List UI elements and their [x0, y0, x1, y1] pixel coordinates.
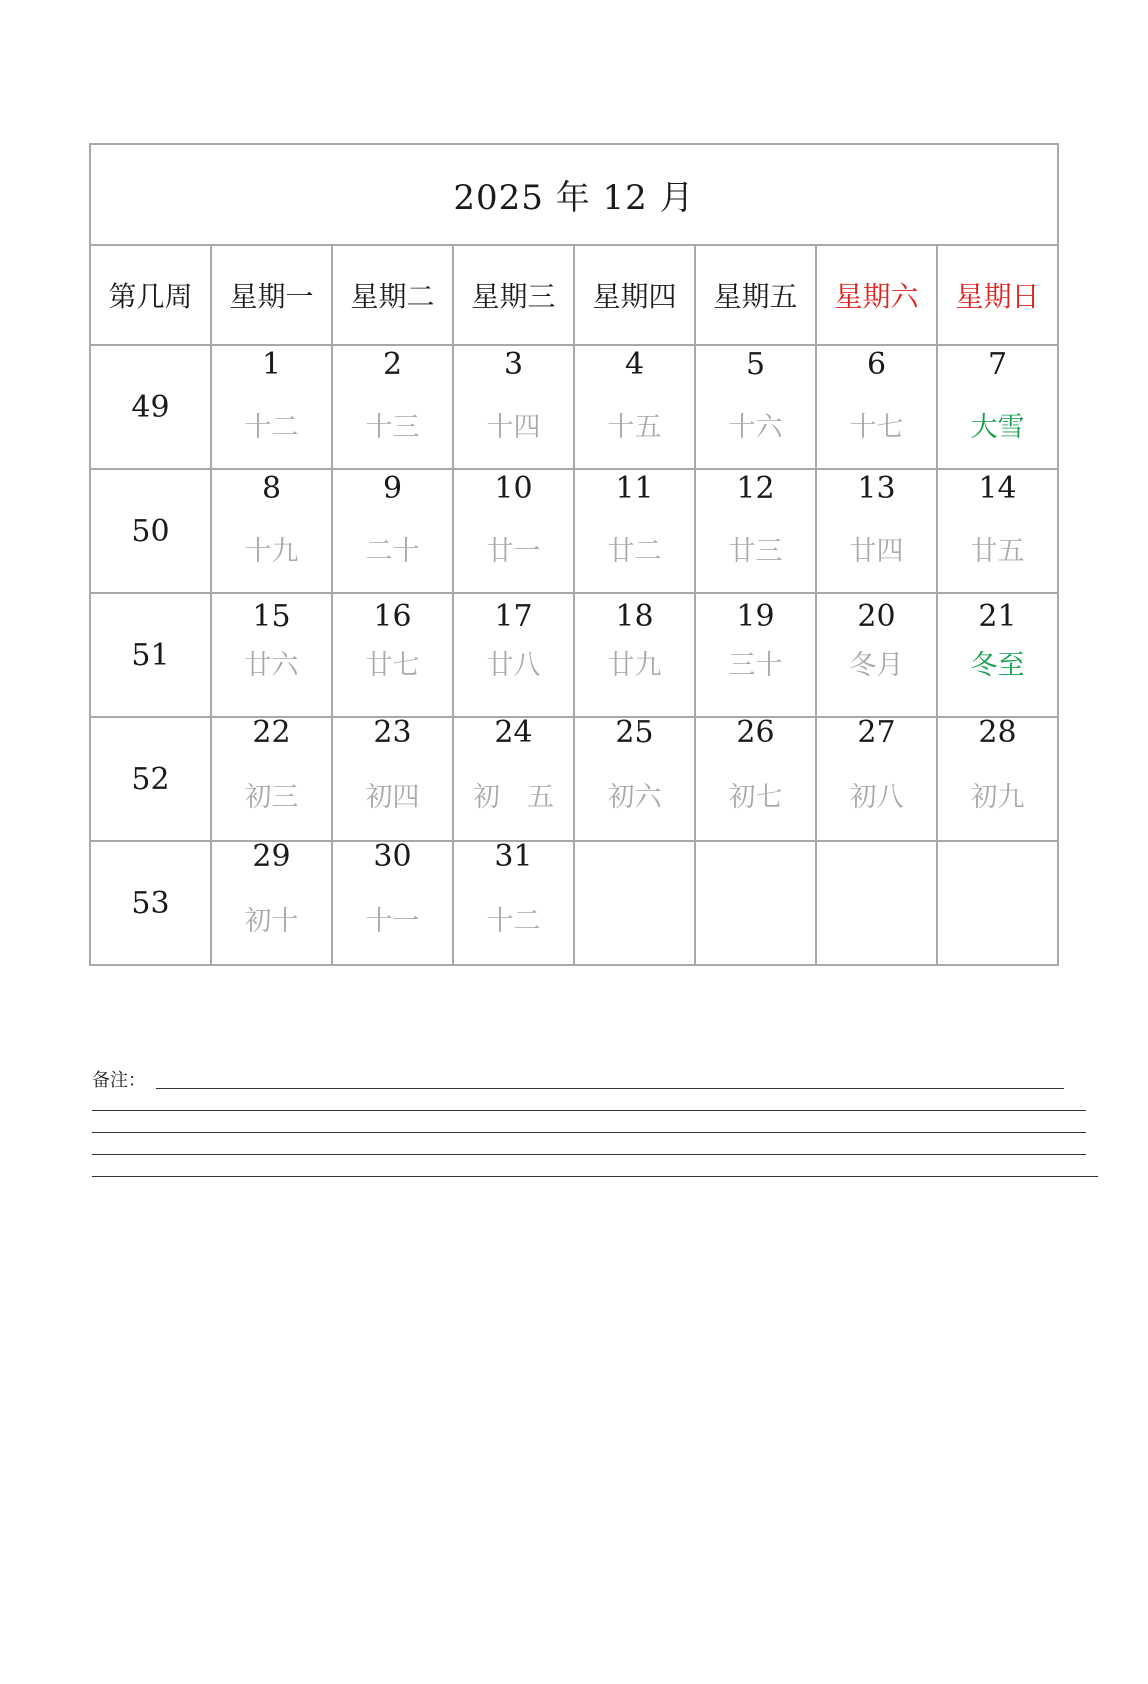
empty-day-cell	[695, 841, 816, 965]
day-number: 13	[857, 471, 896, 506]
day-cell[interactable]	[695, 593, 816, 717]
weekday-header-row	[90, 245, 1058, 345]
day-cell-content	[696, 346, 815, 468]
day-cell[interactable]	[453, 717, 574, 841]
day-number: 17	[494, 599, 533, 634]
day-number: 5	[745, 347, 766, 382]
day-cell-content	[212, 470, 331, 592]
day-cell-content	[212, 594, 331, 716]
day-cell-content	[938, 594, 1057, 716]
day-cell[interactable]	[453, 841, 574, 965]
day-cell-content	[575, 470, 694, 592]
day-cell[interactable]	[453, 593, 574, 717]
lunar-date-label: 廿四	[849, 536, 904, 567]
day-cell[interactable]	[453, 345, 574, 469]
week-row	[90, 345, 1058, 469]
day-cell-content	[212, 715, 331, 840]
day-cell-content	[817, 470, 936, 592]
day-number: 18	[615, 599, 654, 634]
day-cell[interactable]	[332, 841, 453, 965]
lunar-date-label: 初八	[849, 782, 904, 813]
day-cell[interactable]	[937, 593, 1058, 717]
day-cell-content	[333, 346, 452, 468]
calendar-body	[90, 345, 1058, 965]
day-cell-content	[212, 839, 331, 964]
day-cell[interactable]	[937, 469, 1058, 593]
day-cell[interactable]	[211, 841, 332, 965]
day-cell[interactable]	[937, 345, 1058, 469]
day-cell[interactable]	[211, 469, 332, 593]
day-number: 2	[382, 347, 403, 382]
solar-term-label: 冬至	[970, 650, 1025, 681]
day-number: 29	[252, 839, 291, 874]
day-cell-content	[454, 594, 573, 716]
day-cell-content	[817, 715, 936, 840]
day-cell-content	[575, 594, 694, 716]
day-cell[interactable]	[937, 717, 1058, 841]
day-number: 24	[494, 715, 533, 750]
lunar-date-label: 廿八	[486, 650, 541, 681]
lunar-date-label: 十一	[365, 906, 420, 937]
day-cell-content	[333, 594, 452, 716]
lunar-date-label: 初三	[244, 782, 299, 813]
lunar-date-label: 廿九	[607, 650, 662, 681]
weekday-header-tue: 星期二	[332, 245, 453, 345]
notes-label: 备注：	[92, 1070, 146, 1091]
lunar-date-label: 廿一	[486, 536, 541, 567]
day-number: 21	[978, 599, 1017, 634]
day-number: 28	[978, 715, 1017, 750]
day-number: 4	[624, 347, 645, 382]
day-cell[interactable]	[695, 345, 816, 469]
lunar-date-label: 初 五	[473, 782, 554, 813]
day-cell-content	[454, 346, 573, 468]
weekday-header-sun: 星期日	[937, 245, 1058, 345]
lunar-date-label: 初九	[970, 782, 1025, 813]
day-cell-content	[696, 594, 815, 716]
day-cell-content	[817, 842, 936, 964]
day-cell[interactable]	[211, 593, 332, 717]
day-cell-content	[212, 346, 331, 468]
week-number: 52	[90, 717, 211, 841]
day-number: 15	[252, 599, 291, 634]
day-cell[interactable]	[332, 469, 453, 593]
day-cell[interactable]	[574, 469, 695, 593]
day-cell-content	[575, 346, 694, 468]
week-row	[90, 593, 1058, 717]
day-cell[interactable]	[695, 469, 816, 593]
note-line[interactable]	[156, 1088, 1064, 1089]
day-number: 16	[373, 599, 412, 634]
day-cell-content	[938, 715, 1057, 840]
weekday-header-thu: 星期四	[574, 245, 695, 345]
calendar-title: 2025 年 12 月	[90, 144, 1058, 245]
day-cell-content	[938, 346, 1057, 468]
lunar-date-label: 十七	[849, 412, 904, 443]
day-number: 31	[494, 839, 533, 874]
day-cell[interactable]	[332, 717, 453, 841]
day-number: 14	[978, 471, 1017, 506]
lunar-date-label: 初十	[244, 906, 299, 937]
day-number: 8	[261, 471, 282, 506]
day-cell[interactable]	[332, 345, 453, 469]
day-cell-content	[696, 842, 815, 964]
day-number: 12	[736, 471, 775, 506]
day-number: 9	[382, 471, 403, 506]
lunar-date-label: 廿七	[365, 650, 420, 681]
day-number: 27	[857, 715, 896, 750]
day-cell-content	[333, 715, 452, 840]
lunar-date-label: 十二	[486, 906, 541, 937]
day-number: 20	[857, 599, 896, 634]
day-cell[interactable]	[695, 717, 816, 841]
day-number: 23	[373, 715, 412, 750]
solar-term-label: 大雪	[970, 412, 1025, 443]
empty-day-cell	[574, 841, 695, 965]
lunar-date-label: 冬月	[849, 650, 904, 681]
note-line[interactable]	[92, 1176, 1098, 1177]
lunar-date-label: 初七	[728, 782, 783, 813]
day-cell[interactable]	[574, 345, 695, 469]
day-number: 6	[866, 347, 887, 382]
day-number: 11	[615, 471, 654, 506]
day-cell[interactable]	[211, 717, 332, 841]
empty-day-cell	[816, 841, 937, 965]
day-number: 30	[373, 839, 412, 874]
week-row	[90, 469, 1058, 593]
day-number: 1	[261, 347, 282, 382]
week-row	[90, 717, 1058, 841]
day-number: 22	[252, 715, 291, 750]
week-number: 49	[90, 345, 211, 469]
day-cell-content	[938, 470, 1057, 592]
lunar-date-label: 十二	[244, 412, 299, 443]
calendar-table	[89, 143, 1059, 966]
lunar-date-label: 初六	[607, 782, 662, 813]
day-cell-content	[454, 715, 573, 840]
weekday-header-mon: 星期一	[211, 245, 332, 345]
day-cell[interactable]	[453, 469, 574, 593]
day-cell-content	[454, 470, 573, 592]
day-cell-content	[575, 842, 694, 964]
day-cell-content	[454, 839, 573, 964]
day-cell-content	[938, 842, 1057, 964]
note-line[interactable]	[92, 1154, 1086, 1155]
day-cell-content	[333, 470, 452, 592]
day-number: 7	[987, 347, 1008, 382]
lunar-date-label: 三十	[728, 650, 783, 681]
lunar-date-label: 十六	[728, 412, 783, 443]
lunar-date-label: 十三	[365, 412, 420, 443]
lunar-date-label: 廿五	[970, 536, 1025, 567]
day-cell-content	[333, 839, 452, 964]
day-cell[interactable]	[816, 345, 937, 469]
week-number-header: 第几周	[90, 245, 211, 345]
weekday-header-wed: 星期三	[453, 245, 574, 345]
day-number: 10	[494, 471, 533, 506]
empty-day-cell	[937, 841, 1058, 965]
day-cell-content	[696, 470, 815, 592]
lunar-date-label: 二十	[365, 536, 420, 567]
lunar-date-label: 十九	[244, 536, 299, 567]
lunar-date-label: 廿二	[607, 536, 662, 567]
week-number: 53	[90, 841, 211, 965]
weekday-header-fri: 星期五	[695, 245, 816, 345]
note-line[interactable]	[92, 1110, 1086, 1111]
day-cell-content	[575, 715, 694, 840]
lunar-date-label: 十五	[607, 412, 662, 443]
week-row	[90, 841, 1058, 965]
weekday-header-sat: 星期六	[816, 245, 937, 345]
lunar-date-label: 廿三	[728, 536, 783, 567]
day-cell-content	[817, 346, 936, 468]
day-cell[interactable]	[574, 593, 695, 717]
note-line[interactable]	[92, 1132, 1086, 1133]
week-number: 51	[90, 593, 211, 717]
lunar-date-label: 廿六	[244, 650, 299, 681]
day-cell[interactable]	[816, 469, 937, 593]
day-number: 25	[615, 715, 654, 750]
day-cell[interactable]	[574, 717, 695, 841]
day-number: 19	[736, 599, 775, 634]
day-number: 3	[503, 347, 524, 382]
day-number: 26	[736, 715, 775, 750]
day-cell[interactable]	[816, 593, 937, 717]
day-cell[interactable]	[816, 717, 937, 841]
day-cell-content	[696, 715, 815, 840]
lunar-date-label: 初四	[365, 782, 420, 813]
lunar-date-label: 十四	[486, 412, 541, 443]
day-cell[interactable]	[211, 345, 332, 469]
day-cell[interactable]	[332, 593, 453, 717]
week-number: 50	[90, 469, 211, 593]
day-cell-content	[817, 594, 936, 716]
